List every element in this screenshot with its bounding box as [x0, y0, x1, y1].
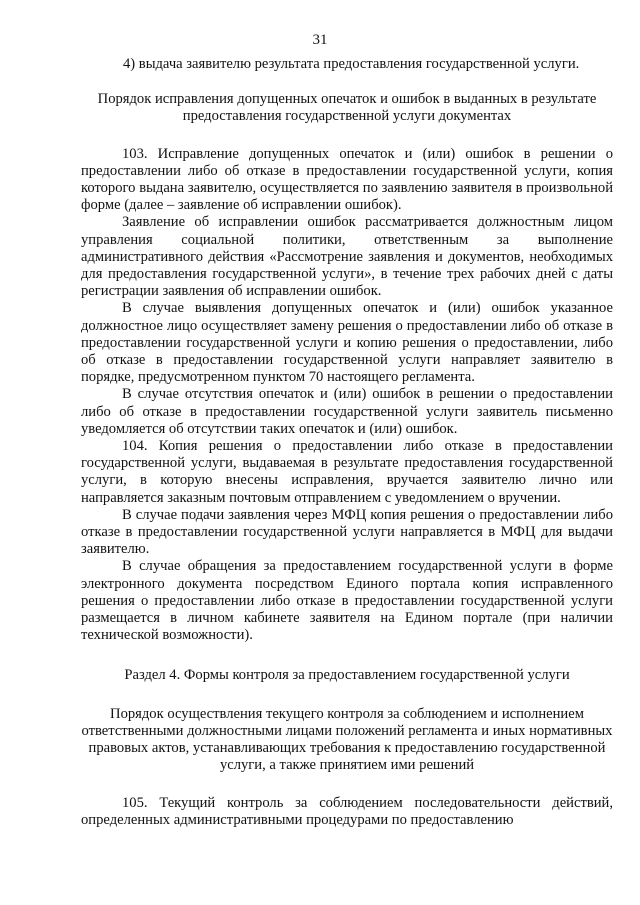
heading-correction: Порядок исправления допущенных опечаток и ошибок в выданных в результате предоставления государственной услуги документах	[97, 91, 597, 125]
paragraph-105: 105. Текущий контроль за соблюдением последовательности действий, определенных административными процедурами по предоставлению	[81, 794, 613, 828]
paragraph-103: 103. Исправление допущенных опечаток и (или) ошибок в решении о предоставлении либо об отказе в предоставлении государственной услуги, копия которого выдана заявителю, осуществляется по заявлению заявителя в произвольной форме (далее – заявление об исправлении ошибок).	[81, 145, 613, 214]
page-number: 31	[312, 32, 328, 48]
heading-control: Порядок осуществления текущего контроля за соблюдением и исполнением ответственными должностными лицами положений регламента и иных нормативных правовых актов, устанавливающих требования к предоставлению государственной услуги, а также принятием ими решений	[81, 705, 613, 774]
paragraph-no-errors: В случае отсутствия опечаток и (или) ошибок в решении о предоставлении либо об отказе в предоставлении государственной услуги заявитель письменно уведомляется об отсутствии таких опечаток и (или) ошибок.	[81, 386, 613, 437]
paragraph-104: 104. Копия решения о предоставлении либо отказе в предоставлении государственной услуги, выдаваемая в результате предоставления государственной услуги, в которую внесены исправления, вручается заявителю лично или направляется заказным почтовым отправлением с уведомлением о вручении.	[81, 438, 613, 506]
intro-item: 4) выдача заявителю результата предоставления государственной услуги.	[123, 56, 580, 72]
correction-section	[81, 146, 613, 645]
paragraph-portal: В случае обращения за предоставлением государственной услуги в форме электронного документа посредством Единого портала копия исправленного решения о предоставлении либо отказе в предоставлении государственной услуги размещается в личном кабинете заявителя на Едином портале (при наличии технической возможности).	[81, 558, 613, 644]
paragraph-errors-found: В случае выявления допущенных опечаток и (или) ошибок указанное должностное лицо осуществляет замену решения о предоставлении либо об отказе в предоставлении государственной услуги и копию решения о предоставлении, либо об отказе в предоставлении государственной услуги направляет заявителю в порядке, предусмотренном пунктом 70 настоящего регламента.	[81, 300, 613, 386]
paragraph-review: Заявление об исправлении ошибок рассматривается должностным лицом управления социальной политики, ответственным за выполнение административного действия «Рассмотрение заявления и документов, необходимых для предоставления государственной услуги», в течение трех рабочих дней с даты регистрации заявления об исправлении ошибок.	[81, 214, 613, 300]
page-content	[81, 56, 613, 829]
section-heading: Раздел 4. Формы контроля за предоставлением государственной услуги	[124, 666, 570, 683]
paragraph-mfc: В случае подачи заявления через МФЦ копия решения о предоставлении либо отказе в предоставлении государственной услуги направляется в МФЦ для выдачи заявителю.	[81, 506, 613, 558]
